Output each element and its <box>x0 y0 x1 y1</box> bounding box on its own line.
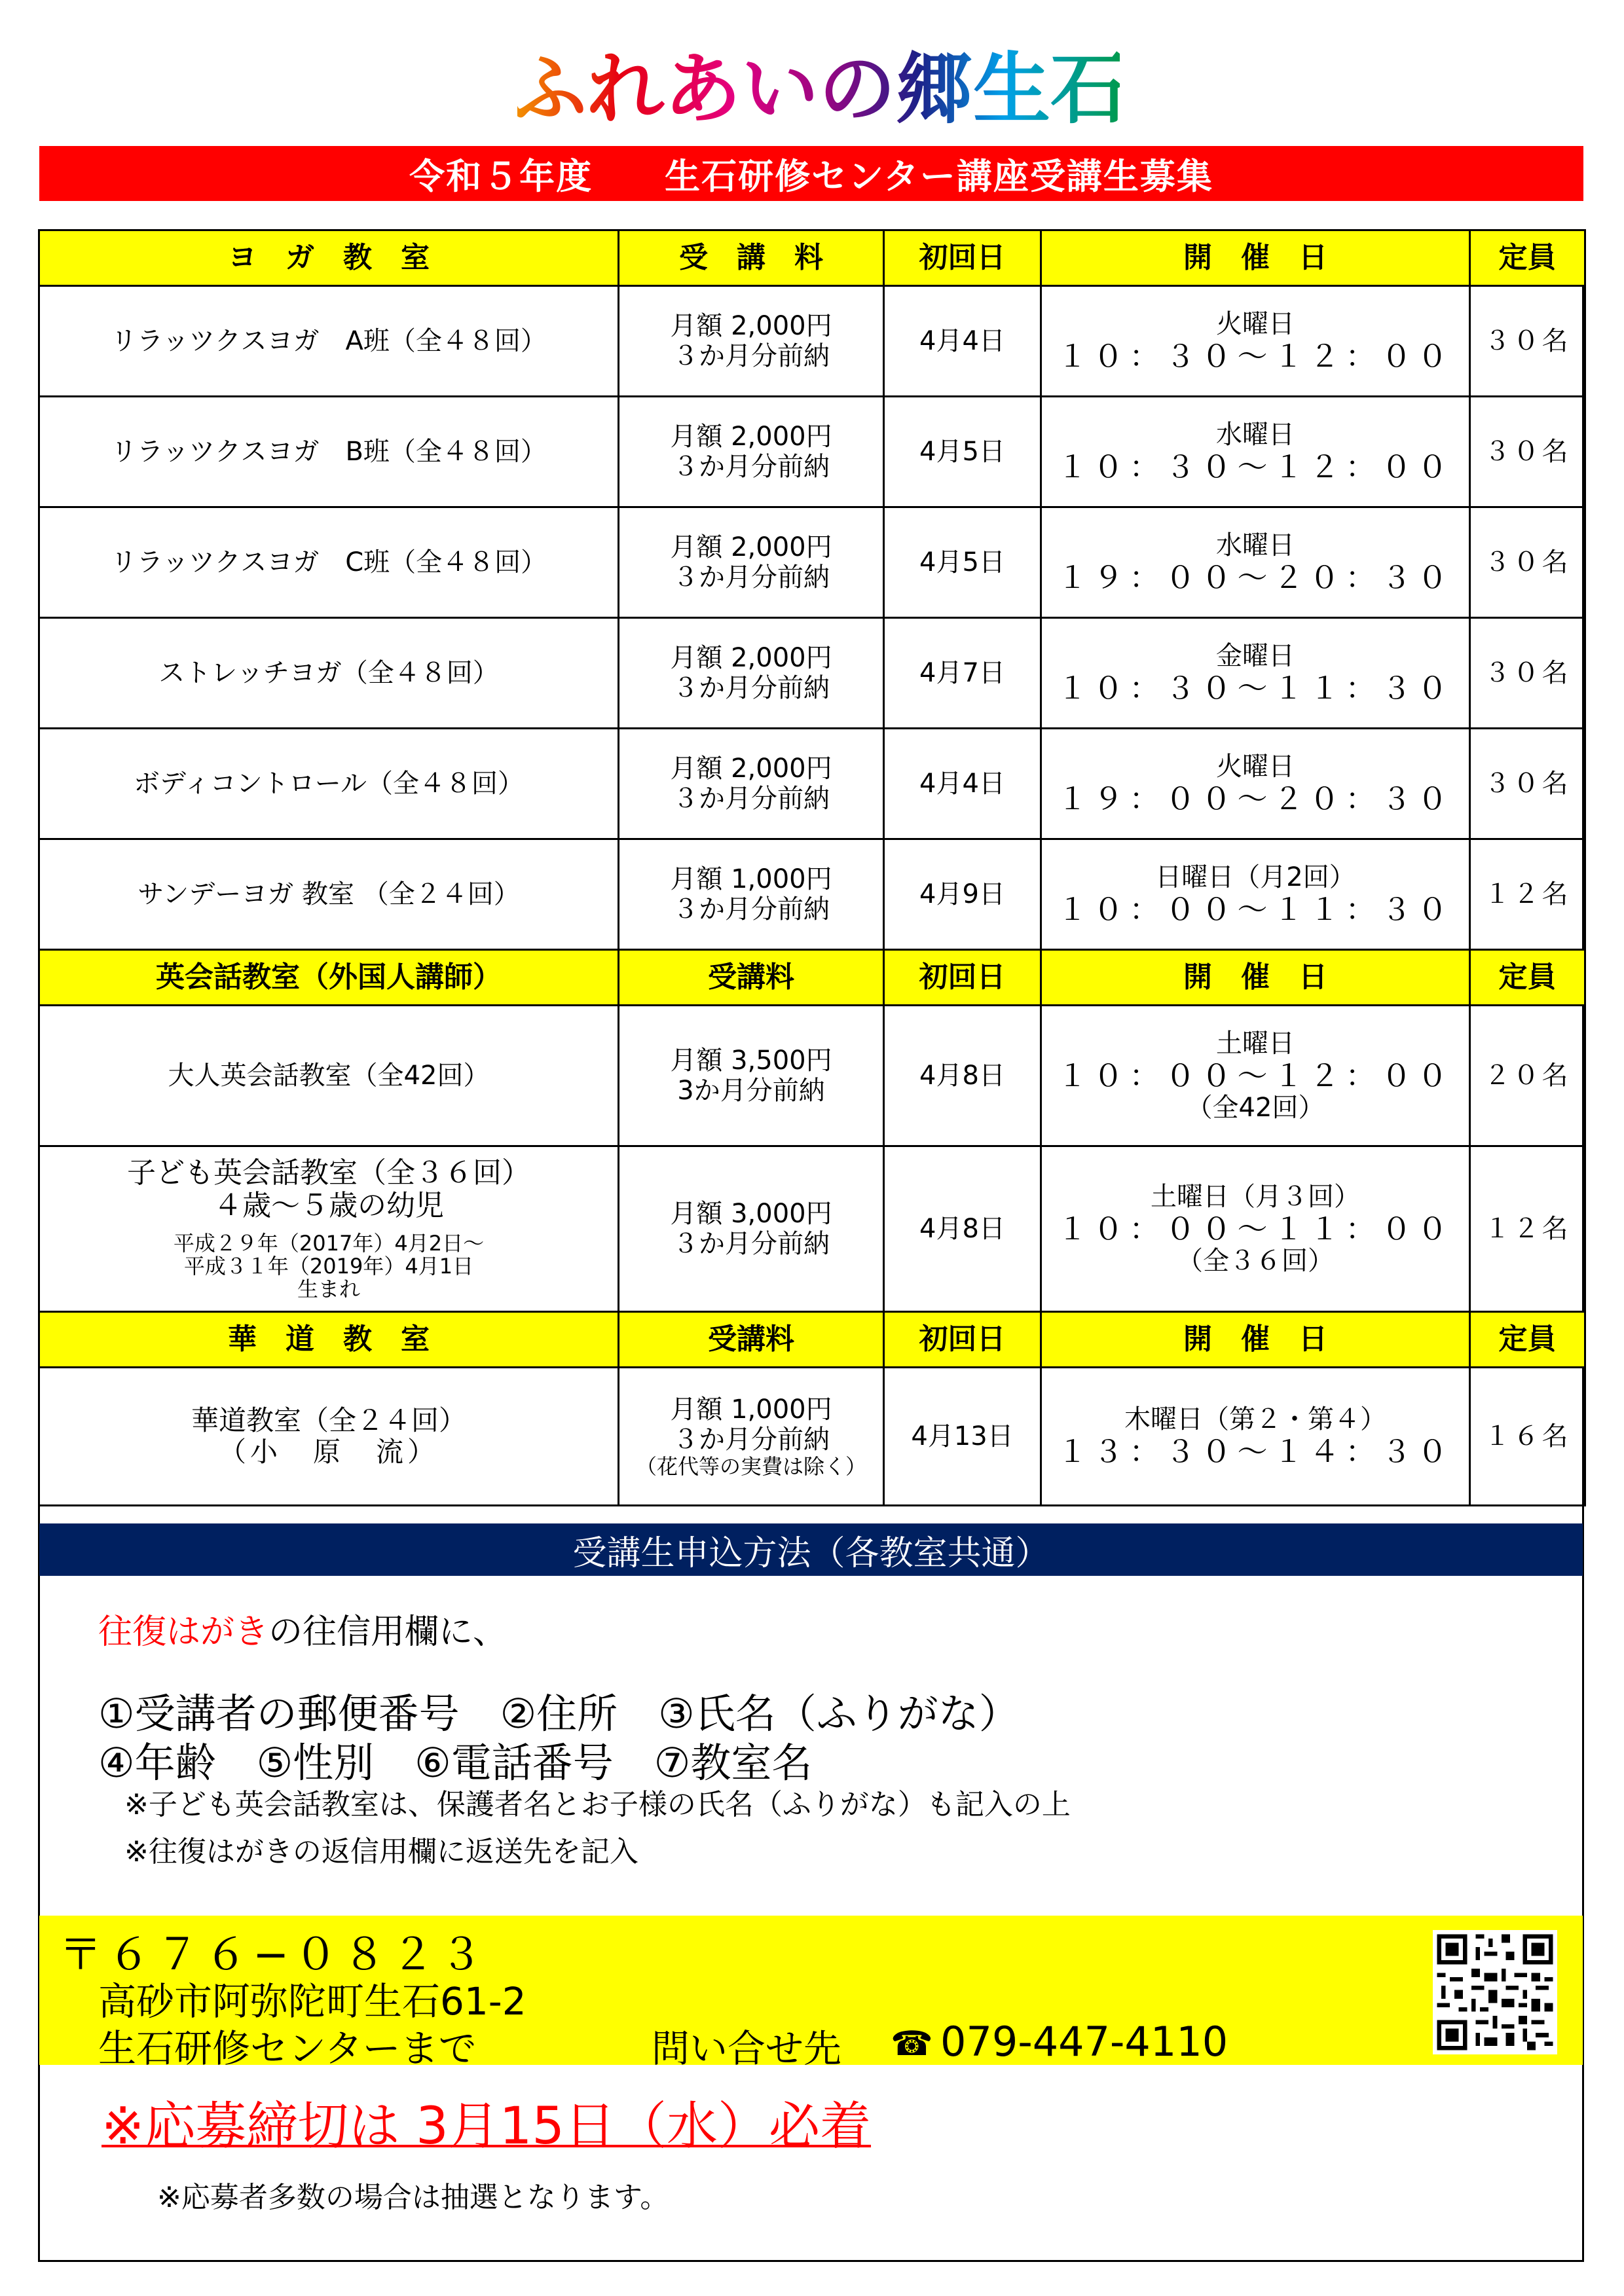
ikebana-header-schedule: 開 催 日 <box>1041 1312 1470 1368</box>
english-header-name: 英会話教室（外国人講師） <box>39 950 619 1006</box>
apply-note-2: ※往復はがきの返信用欄に返送先を記入 <box>124 1835 638 1868</box>
course-schedule: 水曜日 １０：３０～１２：００ <box>1041 397 1470 507</box>
contact-label: 問い合せ先 <box>652 2026 842 2071</box>
title-bar <box>39 146 1583 201</box>
phone-icon: ☎ <box>891 2024 933 2064</box>
table-row <box>39 397 1585 507</box>
course-name: リラッツクスヨガ B班（全４８回） <box>39 397 619 507</box>
course-schedule: 土曜日 １０：００～１２：００ （全42回） <box>1041 1006 1470 1146</box>
yoga-header-schedule: 開 催 日 <box>1041 230 1470 286</box>
ikebana-header-name: 華 道 教 室 <box>39 1312 619 1368</box>
ikebana-header-first: 初回日 <box>884 1312 1041 1368</box>
course-first-day: 4月5日 <box>884 397 1041 507</box>
course-schedule: 金曜日 １０：３０～１１：３０ <box>1041 618 1470 729</box>
title-year: 令和５年度 <box>409 155 593 197</box>
table-row <box>39 618 1585 729</box>
course-fee: 月額 1,000円 ３か月分前納 <box>619 839 884 950</box>
table-row <box>39 286 1585 397</box>
course-first-day: 4月9日 <box>884 839 1041 950</box>
course-target: ４歳～５歳の幼児 <box>213 1189 444 1223</box>
english-header-schedule: 開 催 日 <box>1041 950 1470 1006</box>
apply-items-2: ④年齢 ⑤性別 ⑥電話番号 ⑦教室名 <box>98 1739 813 1787</box>
apply-items-1: ①受講者の郵便番号 ②住所 ③氏名（ふりがな） <box>98 1690 1020 1738</box>
course-birth-suffix: 生まれ <box>297 1277 360 1302</box>
center-name: 生石研修センターまで <box>98 2026 477 2071</box>
course-fee: 月額 3,500円 3か月分前納 <box>619 1006 884 1146</box>
apply-note-1: ※子ども英会話教室は、保護者名とお子様の氏名（ふりがな）も記入の上 <box>124 1788 1071 1821</box>
table-row <box>39 507 1585 618</box>
course-fee: 月額 2,000円 ３か月分前納 <box>619 507 884 618</box>
course-fee: 月額 2,000円 ３か月分前納 <box>619 397 884 507</box>
table-row <box>39 729 1585 839</box>
course-schedule: 土曜日（月３回） １０：００～１１：００ （全３６回） <box>1041 1146 1470 1312</box>
course-name-cell <box>39 1146 619 1312</box>
course-birth-range-start: 平成２９年（2017年）4月2日～ <box>173 1230 485 1256</box>
deadline-notice: ※応募締切は 3月15日（水）必着 <box>101 2097 872 2156</box>
course-first-day: 4月5日 <box>884 507 1041 618</box>
course-fee: 月額 2,000円 ３か月分前納 <box>619 286 884 397</box>
qr-code-icon[interactable] <box>1433 1930 1557 2054</box>
course-table <box>38 229 1586 1506</box>
course-first-day: 4月8日 <box>884 1146 1041 1312</box>
course-capacity: ３０名 <box>1470 729 1585 839</box>
return-postcard-text: 往復はがき <box>98 1613 269 1652</box>
lottery-note: ※応募者多数の場合は抽選となります。 <box>157 2181 669 2214</box>
course-fee: 月額 2,000円 ３か月分前納 <box>619 618 884 729</box>
ikebana-header-fee: 受講料 <box>619 1312 884 1368</box>
course-capacity: ３０名 <box>1470 618 1585 729</box>
course-capacity: ２０名 <box>1470 1006 1585 1146</box>
course-name: サンデーヨガ 教室 （全２４回） <box>39 839 619 950</box>
english-header-fee: 受講料 <box>619 950 884 1006</box>
table-row <box>39 1146 1585 1312</box>
course-schedule: 水曜日 １９：００～２０：３０ <box>1041 507 1470 618</box>
course-schedule: 木曜日（第２・第４） １３：３０～１４：３０ <box>1041 1368 1470 1506</box>
apply-intro: 往復はがきの往信用欄に、 <box>98 1613 507 1652</box>
logo <box>517 43 1120 134</box>
yoga-header-capacity: 定員 <box>1470 230 1585 286</box>
english-header-row <box>39 950 1585 1006</box>
course-fee: 月額 3,000円 ３か月分前納 <box>619 1146 884 1312</box>
ikebana-header-capacity: 定員 <box>1470 1312 1585 1368</box>
course-capacity: １２名 <box>1470 839 1585 950</box>
street-address: 高砂市阿弥陀町生石61-2 <box>98 1979 526 2024</box>
course-school: （小 原 流） <box>218 1436 439 1468</box>
course-capacity: １２名 <box>1470 1146 1585 1312</box>
course-name: 大人英会話教室（全42回） <box>39 1006 619 1146</box>
course-name: ストレッチヨガ（全４８回） <box>39 618 619 729</box>
yoga-header-name: ヨ ガ 教 室 <box>39 230 619 286</box>
table-row <box>39 839 1585 950</box>
course-capacity: ３０名 <box>1470 507 1585 618</box>
table-row <box>39 1368 1585 1506</box>
course-capacity: １６名 <box>1470 1368 1585 1506</box>
title-main: 生石研修センター講座受講生募集 <box>665 155 1213 197</box>
course-first-day: 4月4日 <box>884 729 1041 839</box>
course-fee: 月額 1,000円 ３か月分前納 （花代等の実費は除く） <box>619 1368 884 1506</box>
course-name: 子ども英会話教室（全３６回） <box>127 1156 530 1190</box>
course-first-day: 4月4日 <box>884 286 1041 397</box>
table-row <box>39 1006 1585 1146</box>
apply-title-bar: 受講生申込方法（各教室共通） <box>39 1523 1583 1576</box>
course-capacity: ３０名 <box>1470 286 1585 397</box>
yoga-header-fee: 受 講 料 <box>619 230 884 286</box>
course-name-cell <box>39 1368 619 1506</box>
yoga-header-row <box>39 230 1585 286</box>
course-schedule: 日曜日（月2回） １０：００～１１：３０ <box>1041 839 1470 950</box>
logo-text: ふれあいの郷生石 <box>517 44 1120 134</box>
course-fee: 月額 2,000円 ３か月分前納 <box>619 729 884 839</box>
phone-number[interactable]: 079-447-4110 <box>940 2018 1228 2066</box>
course-birth-range-end: 平成３１年（2019年）4月1日 <box>183 1254 474 1279</box>
course-name: ボディコントロール（全４８回） <box>39 729 619 839</box>
course-first-day: 4月8日 <box>884 1006 1041 1146</box>
course-name: リラッツクスヨガ A班（全４８回） <box>39 286 619 397</box>
english-header-capacity: 定員 <box>1470 950 1585 1006</box>
ikebana-header-row <box>39 1312 1585 1368</box>
course-name: 華道教室（全２４回） <box>191 1404 466 1436</box>
course-schedule: 火曜日 １０：３０～１２：００ <box>1041 286 1470 397</box>
yoga-header-first: 初回日 <box>884 230 1041 286</box>
course-schedule: 火曜日 １９：００～２０：３０ <box>1041 729 1470 839</box>
english-header-first: 初回日 <box>884 950 1041 1006</box>
postal-code: 〒６７６−０８２３ <box>59 1929 489 1980</box>
course-first-day: 4月13日 <box>884 1368 1041 1506</box>
course-capacity: ３０名 <box>1470 397 1585 507</box>
course-first-day: 4月7日 <box>884 618 1041 729</box>
course-name: リラッツクスヨガ C班（全４８回） <box>39 507 619 618</box>
